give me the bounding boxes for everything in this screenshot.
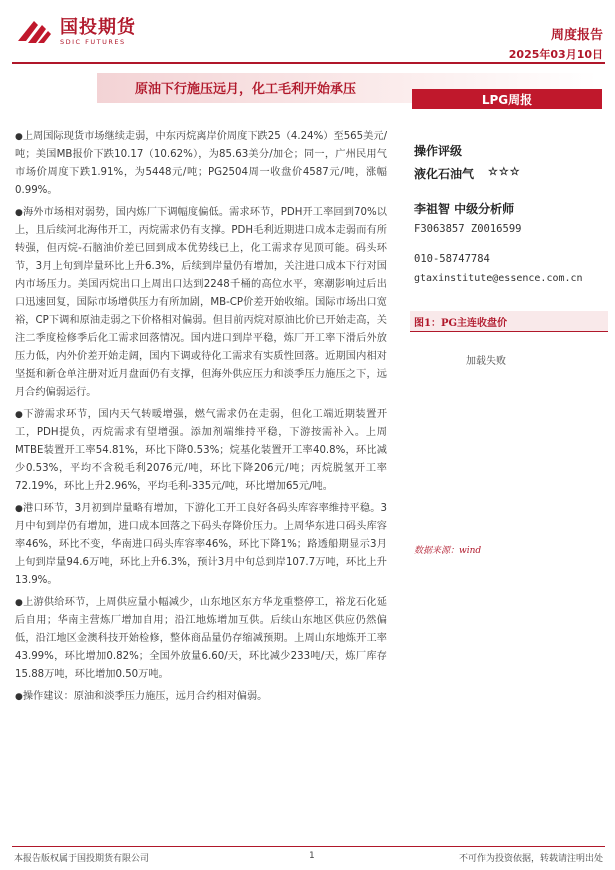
paragraph bbox=[15, 128, 387, 200]
bullet-icon: ● bbox=[15, 410, 24, 420]
bullet-icon: ● bbox=[15, 692, 23, 702]
bullet-icon: ● bbox=[15, 598, 24, 608]
paragraph-text: 操作建议：原油和淡季压力施压，远月合约相对偏弱。 bbox=[22, 691, 268, 702]
rating-product: 液化石油气 bbox=[414, 167, 475, 181]
logo-name-cn: 国投期货 bbox=[60, 16, 136, 38]
sdic-logo-icon bbox=[14, 15, 54, 49]
page-number: 1 bbox=[309, 851, 315, 861]
rating-label: 操作评级 bbox=[414, 144, 463, 158]
paragraph-text: 下游需求环节，国内天气转暖增强，燃气需求仍在走弱，但化工端近期装置开工，PDH提负，丙烷需求有望增强。添加剂端维持平稳，下游按需补入。上周MTBE装置开工率54.81%，环比下降0.53%；烷基化装置开工率40.8%，环比减少0.53%，平均不含税毛利2076元/吨，环比下降206元/吨；丙烷脱氢开工率72.19%，环比上升2.96%，平均毛利-335元/吨，环比增加65元/吨。 bbox=[15, 409, 388, 492]
footer-copyright: 本报告版权属于国投期货有限公司 bbox=[14, 854, 150, 864]
paragraph-text: 上周国际现货市场继续走弱，中东丙烷离岸价周度下跌25（4.24%）至565美元/吨；美国MB报价下跌10.17（10.62%），为85.63美分/加仑；同一，广州民用气市场价周度下跌1.91%，为5448元/吨；PG2504周一收盘价4587元/吨，涨幅0.99%。 bbox=[15, 131, 387, 196]
figure-load-failed: 加载失败 bbox=[466, 356, 506, 367]
figure-title: 图1：PG主连收盘价 bbox=[414, 318, 508, 329]
paragraph-text: 上游供给环节，上周供应量小幅减少，山东地区东方华龙重整停工，裕龙石化延后自用；华南主营炼厂增加自用；沿江地炼增加互供。后续山东地区供应仍然偏低，沿江地区金澳科技开始检修，整体商品量仍存缩减预期。上周山东地炼开工率43.99%，环比增加0.82%；全国外放量6.60/天，环比减少233吨/天，炼厂库存15.88万吨，环比增加0.50万吨。 bbox=[15, 597, 387, 680]
analyst-email[interactable]: gtaxinstitute@essence.com.cn bbox=[414, 273, 583, 284]
analyst-name: 李祖智 中级分析师 bbox=[414, 202, 515, 216]
rating-stars-icon: ☆☆☆ bbox=[488, 165, 521, 178]
rating-row bbox=[414, 165, 609, 182]
sidebar bbox=[414, 142, 609, 284]
bullet-icon: ● bbox=[15, 504, 23, 514]
main-content bbox=[15, 128, 387, 710]
report-title: 原油下行施压远月，化工毛利开始承压 bbox=[135, 82, 357, 97]
paragraph bbox=[15, 594, 387, 684]
paragraph-text: 港口环节，3月初到岸量略有增加，下游化工开工良好各码头库容率维持平稳。3月中旬到岸仍有增加，进口成本回落之下码头存降价压力。上周华东进口码头库容率46%，环比不变，华南进口码头库容率46%，环比下降1%；路透船期显示3月上旬到岸量94.6万吨，环比上升6.3%，预计3月中旬总到岸107.7万吨，环比上升13.9%。 bbox=[15, 503, 387, 586]
footer-divider bbox=[12, 846, 605, 847]
company-logo bbox=[14, 12, 214, 52]
figure-divider bbox=[410, 331, 608, 332]
header-divider bbox=[12, 62, 605, 64]
report-type: 周度报告 bbox=[550, 28, 603, 43]
paragraph bbox=[15, 204, 387, 402]
logo-name-en: SDIC FUTURES bbox=[60, 37, 126, 46]
figure-source: 数据来源：wind bbox=[414, 546, 482, 556]
analyst-license: F3063857 Z0016599 bbox=[414, 223, 522, 235]
paragraph bbox=[15, 688, 387, 706]
report-tag: LPG周报 bbox=[412, 89, 602, 109]
paragraph bbox=[15, 500, 387, 590]
bullet-icon: ● bbox=[15, 208, 23, 218]
paragraph-text: 海外市场相对弱势，国内炼厂下调幅度偏低。需求环节，PDH开工率回到70%以上，且后续河北海伟开工，丙烷需求仍有支撑。PDH毛利近期进口成本走弱而有所转强，但丙烷-石脑油价差已回到成本优势线已上，化工需求存见顶可能。码头环节，3月上旬到岸量环比上升6.3%，后续到岸量仍有增加，关注进口成本下行对国内市场压力。美国丙烷出口上周出口达到2248千桶的高位水平，寒潮影响过后出口迅速回复，国际市场增供压力有所加剧，MB-CP价差开始收缩。国际市场出口宽裕，CP下调和原油走弱之下价格相对偏弱。但目前丙烷对原油比价已开始走高，关注二季度检修季后化工需求回落情况。国内进口到岸平稳，炼厂开工率下滑后外放压力低，内外价差开始走阔，国内下调或待化工需求有实质性回落。近期国内相对坚挺和新仓单注册对近月盘面仍有支撑，但海外供应压力和淡季压力施压之下，远月合约偏弱运行。 bbox=[15, 207, 387, 398]
bullet-icon: ● bbox=[15, 132, 23, 142]
paragraph bbox=[15, 406, 387, 496]
report-date: 2025年03月10日 bbox=[508, 48, 603, 61]
analyst-phone: 010-58747784 bbox=[414, 253, 490, 265]
footer-disclaimer: 不可作为投资依据，转载请注明出处 bbox=[458, 854, 603, 864]
